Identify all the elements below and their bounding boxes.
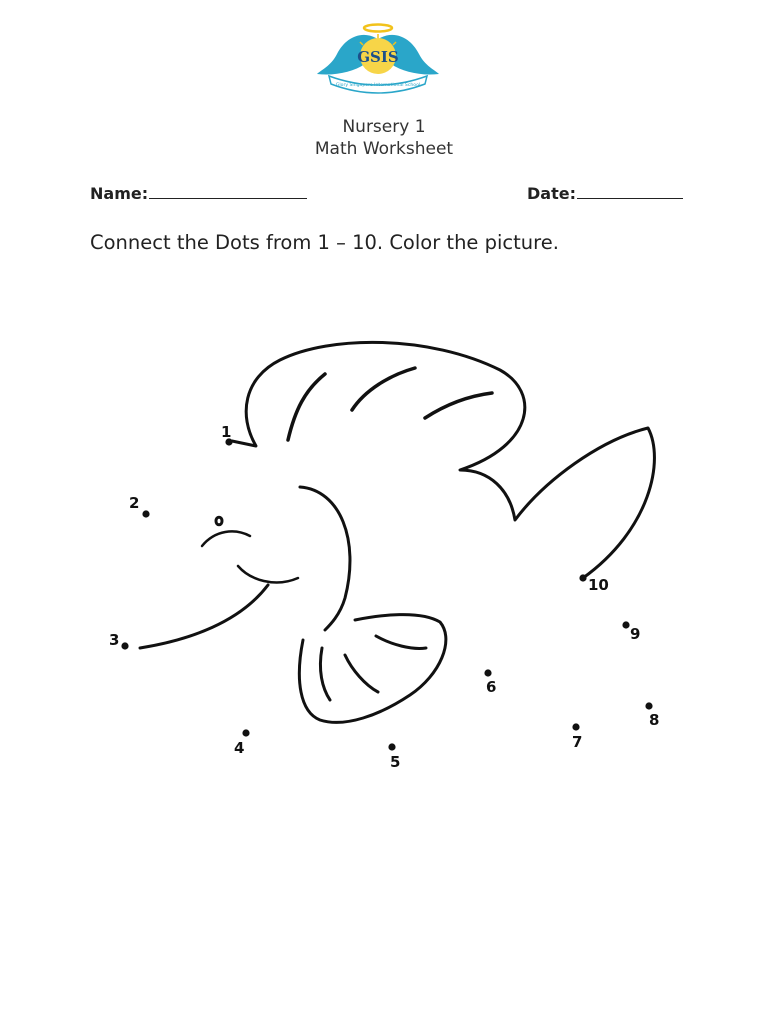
dot-3[interactable]: [121, 642, 128, 649]
dot-label-2: 2: [129, 494, 140, 512]
dot-label-3: 3: [109, 631, 120, 649]
logo-initials: GSIS: [357, 48, 399, 66]
dot-9[interactable]: [622, 621, 629, 628]
dot-label-4: 4: [234, 739, 245, 757]
dove-outline: [0, 300, 768, 800]
dot-label-9: 9: [630, 625, 641, 643]
date-label: Date:: [527, 184, 576, 203]
dot-label-10: 10: [588, 576, 609, 594]
dot-label-6: 6: [486, 678, 497, 696]
dot-layer: [109, 423, 659, 771]
school-logo: [313, 20, 443, 98]
name-field: [90, 183, 307, 203]
dot-5[interactable]: [388, 743, 395, 750]
dot-label-7: 7: [572, 733, 583, 751]
dot-6[interactable]: [484, 669, 491, 676]
dot-10[interactable]: [579, 574, 586, 581]
dot-label-8: 8: [649, 711, 660, 729]
halo-icon: [364, 25, 392, 32]
dot-label-5: 5: [390, 753, 401, 771]
name-label: Name:: [90, 184, 149, 203]
logo-school-name: Glory Singapore International School: [335, 83, 421, 88]
name-blank-line[interactable]: [149, 183, 307, 199]
dot-4[interactable]: [242, 729, 249, 736]
grade-title: Nursery 1: [342, 117, 426, 137]
instruction-text: Connect the Dots from 1 – 10. Color the picture.: [90, 231, 559, 254]
school-logo-graphic: [313, 20, 443, 98]
dot-8[interactable]: [645, 702, 652, 709]
dot-7[interactable]: [572, 723, 579, 730]
connect-the-dots-drawing: [0, 300, 768, 800]
worksheet-title: Math Worksheet: [314, 139, 454, 159]
dot-2[interactable]: [142, 510, 149, 517]
date-blank-line[interactable]: [577, 183, 683, 199]
dot-label-1: 1: [221, 423, 232, 441]
date-field: [527, 183, 683, 203]
